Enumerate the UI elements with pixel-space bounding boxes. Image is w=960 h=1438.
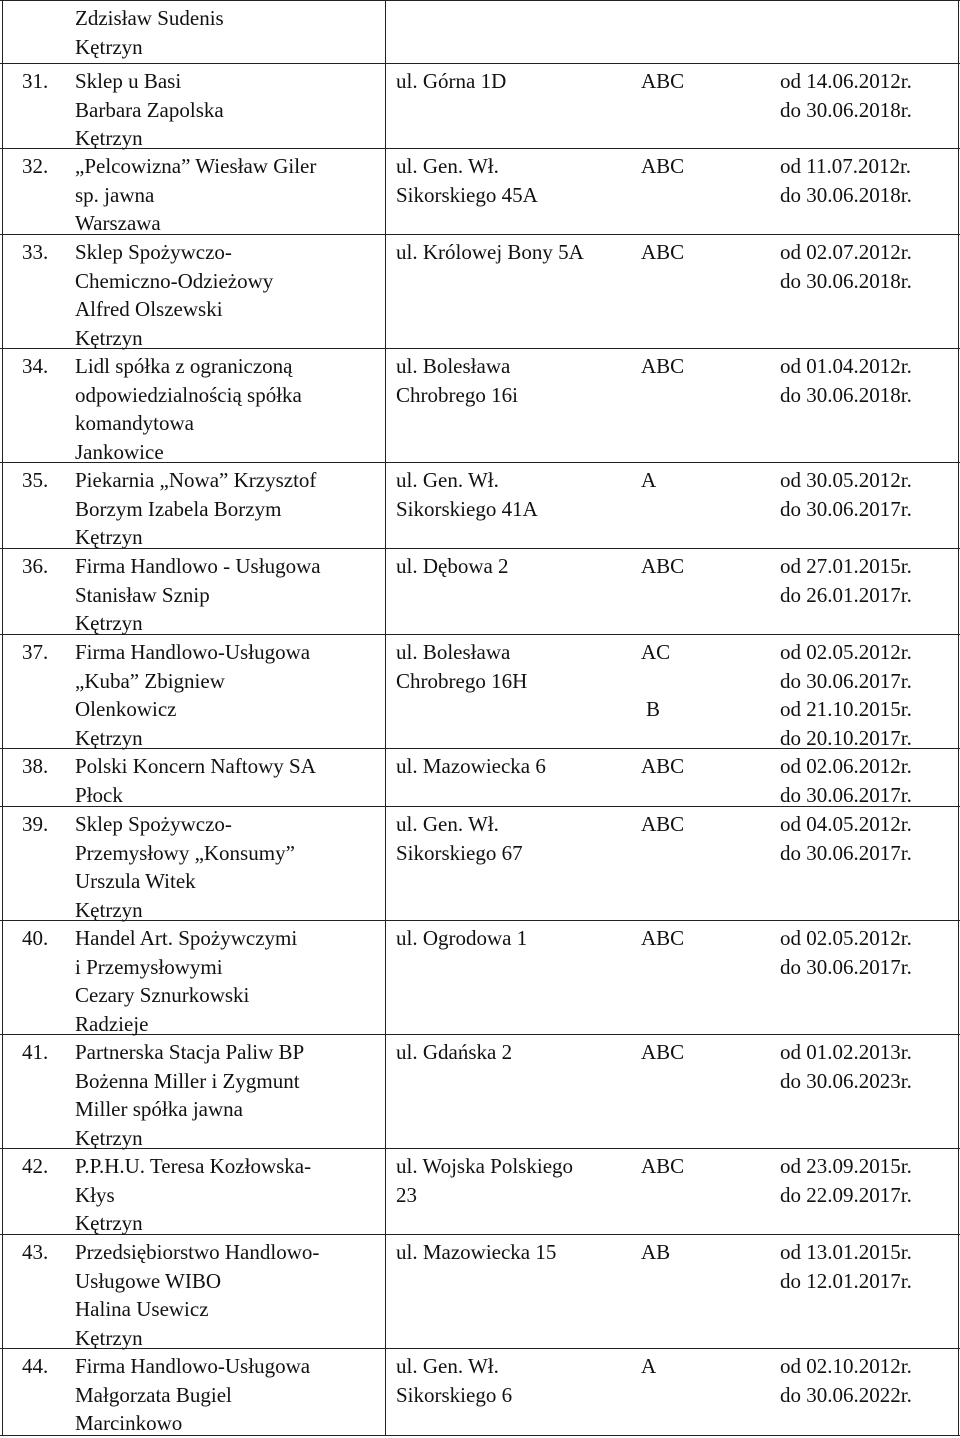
business-address-line: Chrobrego 16i xyxy=(396,382,518,407)
business-name-line: „Kuba” Zbigniew xyxy=(75,668,225,693)
business-name-line: Lidl spółka z ograniczoną xyxy=(75,354,293,378)
business-name-line: i Przemysłowymi xyxy=(75,954,223,979)
validity-date-line: do 30.06.2017r. xyxy=(780,954,912,979)
business-address-line: Sikorskiego 6 xyxy=(396,1382,513,1407)
business-name-line: Sklep u Basi xyxy=(75,69,182,93)
license-category: ABC xyxy=(641,1154,685,1178)
business-name-line: Kętrzyn xyxy=(75,897,143,922)
business-address-line: ul. Bolesława xyxy=(396,640,511,664)
business-name-line: Kętrzyn xyxy=(75,725,143,750)
license-category: ABC xyxy=(641,69,685,93)
license-category: ABC xyxy=(641,926,685,950)
license-category: AB xyxy=(641,1240,671,1264)
validity-date-line: od 14.06.2012r. xyxy=(780,69,912,93)
license-category: A xyxy=(641,468,657,492)
business-name-line: Olenkowicz xyxy=(75,697,177,721)
entry-number: 36. xyxy=(22,554,49,578)
business-name-line: Firma Handlowo-Usługowa xyxy=(75,640,311,664)
entry-number: 32. xyxy=(22,154,49,178)
validity-date-line: od 02.10.2012r. xyxy=(780,1354,912,1378)
business-name-line: Kętrzyn xyxy=(75,1325,143,1350)
business-name-line: odpowiedzialnością spółka xyxy=(75,382,302,407)
license-category: ABC xyxy=(641,154,685,178)
validity-date-line: do 30.06.2018r. xyxy=(780,182,912,207)
business-name-line: Kętrzyn xyxy=(75,611,143,635)
license-category: ABC xyxy=(641,1040,685,1064)
validity-date-line: od 04.05.2012r. xyxy=(780,812,912,836)
entry-number: 35. xyxy=(22,468,49,492)
business-name-line: Urszula Witek xyxy=(75,869,196,893)
entry-number: 44. xyxy=(22,1354,49,1378)
validity-date-line: do 22.09.2017r. xyxy=(780,1182,912,1207)
business-address-line: Chrobrego 16H xyxy=(396,668,528,693)
validity-date-line: od 11.07.2012r. xyxy=(780,154,912,178)
table-row-43 xyxy=(0,1234,960,1348)
validity-date-line: do 30.06.2018r. xyxy=(780,97,912,122)
license-category: A xyxy=(641,1354,657,1378)
license-category: ABC xyxy=(641,240,685,264)
license-category: ABC xyxy=(641,354,685,378)
business-name-line: Radzieje xyxy=(75,1011,149,1036)
business-name-line: Płock xyxy=(75,782,123,807)
validity-date-line: do 30.06.2017r. xyxy=(780,840,912,865)
business-address-line: Sikorskiego 41A xyxy=(396,496,538,521)
validity-date-line: od 01.02.2013r. xyxy=(780,1040,912,1064)
business-address-line: ul. Gen. Wł. xyxy=(396,1354,499,1378)
entry-number: 39. xyxy=(22,812,49,836)
business-address-line: ul. Mazowiecka 15 xyxy=(396,1240,557,1264)
table-row-zdzislaw-sudenis xyxy=(0,0,960,63)
validity-date-line: od 01.04.2012r. xyxy=(780,354,912,378)
validity-date-line: od 30.05.2012r. xyxy=(780,468,912,492)
business-name-line: Kętrzyn xyxy=(75,525,143,549)
entry-number: 34. xyxy=(22,354,49,378)
entry-number: 31. xyxy=(22,69,49,93)
business-address-line: Sikorskiego 45A xyxy=(396,182,538,207)
business-name-line: Sklep Spożywczo- xyxy=(75,812,232,836)
business-address-line: ul. Gen. Wł. xyxy=(396,812,499,836)
business-address-line: ul. Dębowa 2 xyxy=(396,554,509,578)
business-name-line: Marcinkowo xyxy=(75,1411,183,1435)
table-row-34 xyxy=(0,348,960,462)
business-address-line: ul. Gen. Wł. xyxy=(396,468,499,492)
validity-date-line: do 30.06.2017r. xyxy=(780,668,912,693)
license-category: B xyxy=(646,697,661,721)
business-name-line: Borzym Izabela Borzym xyxy=(75,496,282,521)
business-address-line: ul. Gen. Wł. xyxy=(396,154,499,178)
table-row-36 xyxy=(0,548,960,634)
table-row-39 xyxy=(0,806,960,920)
table-row-31 xyxy=(0,63,960,148)
business-name-line: Przedsiębiorstwo Handlowo- xyxy=(75,1240,320,1264)
business-name-line: Cezary Sznurkowski xyxy=(75,983,250,1007)
business-name-line: Sklep Spożywczo- xyxy=(75,240,232,264)
table-row-42 xyxy=(0,1148,960,1234)
table-row-38 xyxy=(0,748,960,806)
table-row-35 xyxy=(0,462,960,548)
validity-date-line: do 26.01.2017r. xyxy=(780,582,912,607)
business-name-line: Barbara Zapolska xyxy=(75,97,224,122)
business-name-line: Polski Koncern Naftowy SA xyxy=(75,754,316,778)
business-name-line: „Pelcowizna” Wiesław Giler xyxy=(75,154,317,178)
business-name-line: Bożenna Miller i Zygmunt xyxy=(75,1068,300,1093)
business-name-line: Miller spółka jawna xyxy=(75,1097,243,1121)
table-row-37 xyxy=(0,634,960,748)
business-name-line: Piekarnia „Nowa” Krzysztof xyxy=(75,468,317,492)
validity-date-line: do 20.10.2017r. xyxy=(780,725,912,750)
validity-date-line: od 02.06.2012r. xyxy=(780,754,912,778)
business-name-line: Firma Handlowo - Usługowa xyxy=(75,554,321,578)
validity-date-line: od 13.01.2015r. xyxy=(780,1240,912,1264)
license-category: ABC xyxy=(641,812,685,836)
business-name-line: Kętrzyn xyxy=(75,1211,143,1235)
business-name-line: Stanisław Sznip xyxy=(75,582,210,607)
table-row-41 xyxy=(0,1034,960,1148)
business-name-line: Warszawa xyxy=(75,211,161,235)
entry-number: 33. xyxy=(22,240,49,264)
entry-number: 42. xyxy=(22,1154,49,1178)
entry-number: 41. xyxy=(22,1040,49,1064)
validity-date-line: do 30.06.2023r. xyxy=(780,1068,912,1093)
table-row-44 xyxy=(0,1348,960,1436)
validity-date-line: do 30.06.2022r. xyxy=(780,1382,912,1407)
validity-date-line: do 30.06.2018r. xyxy=(780,268,912,293)
business-address-line: Sikorskiego 67 xyxy=(396,840,523,865)
entry-number: 38. xyxy=(22,754,49,778)
validity-date-line: od 27.01.2015r. xyxy=(780,554,912,578)
business-address-line: ul. Gdańska 2 xyxy=(396,1040,513,1064)
business-name-line: Małgorzata Bugiel xyxy=(75,1382,232,1407)
business-name-line: Halina Usewicz xyxy=(75,1297,209,1321)
business-address-line: ul. Wojska Polskiego xyxy=(396,1154,574,1178)
entry-number: 40. xyxy=(22,926,49,950)
business-name-line: Firma Handlowo-Usługowa xyxy=(75,1354,311,1378)
table-row-40 xyxy=(0,920,960,1034)
business-name-line: Alfred Olszewski xyxy=(75,297,223,321)
business-name-line: Kętrzyn xyxy=(75,126,143,150)
business-address-line: ul. Bolesława xyxy=(396,354,511,378)
business-address-line: 23 xyxy=(396,1182,417,1207)
license-category: AC xyxy=(641,640,671,664)
entry-number: 43. xyxy=(22,1240,49,1264)
validity-date-line: do 30.06.2017r. xyxy=(780,782,912,807)
entry-number: 37. xyxy=(22,640,49,664)
validity-date-line: do 12.01.2017r. xyxy=(780,1268,912,1293)
validity-date-line: od 02.07.2012r. xyxy=(780,240,912,264)
license-category: ABC xyxy=(641,754,685,778)
table-row-32 xyxy=(0,148,960,234)
business-name-line: Handel Art. Spożywczymi xyxy=(75,926,298,950)
business-name-line: Kętrzyn xyxy=(75,1125,143,1150)
business-name-line: Przemysłowy „Konsumy” xyxy=(75,840,295,865)
validity-date-line: do 30.06.2018r. xyxy=(780,382,912,407)
business-address-line: ul. Górna 1D xyxy=(396,69,507,93)
business-address-line: ul. Mazowiecka 6 xyxy=(396,754,546,778)
business-name-line: Usługowe WIBO xyxy=(75,1268,222,1293)
business-name-line: P.P.H.U. Teresa Kozłowska- xyxy=(75,1154,312,1178)
business-name-line: Kłys xyxy=(75,1182,115,1207)
business-name-line: Chemiczno-Odzieżowy xyxy=(75,268,274,293)
business-address-line: ul. Ogrodowa 1 xyxy=(396,926,528,950)
business-name-line: sp. jawna xyxy=(75,182,155,207)
business-name-line: Jankowice xyxy=(75,439,164,464)
business-name-line: Kętrzyn xyxy=(75,34,143,59)
validity-date-line: od 23.09.2015r. xyxy=(780,1154,912,1178)
validity-date-line: od 02.05.2012r. xyxy=(780,926,912,950)
business-name-line: Partnerska Stacja Paliw BP xyxy=(75,1040,305,1064)
business-name-line: komandytowa xyxy=(75,411,194,435)
business-name-line: Zdzisław Sudenis xyxy=(75,6,224,30)
validity-date-line: od 21.10.2015r. xyxy=(780,697,912,721)
validity-date-line: od 02.05.2012r. xyxy=(780,640,912,664)
business-name-line: Kętrzyn xyxy=(75,325,143,350)
business-address-line: ul. Królowej Bony 5A xyxy=(396,240,584,264)
table-row-33 xyxy=(0,234,960,348)
validity-date-line: do 30.06.2017r. xyxy=(780,496,912,521)
license-category: ABC xyxy=(641,554,685,578)
